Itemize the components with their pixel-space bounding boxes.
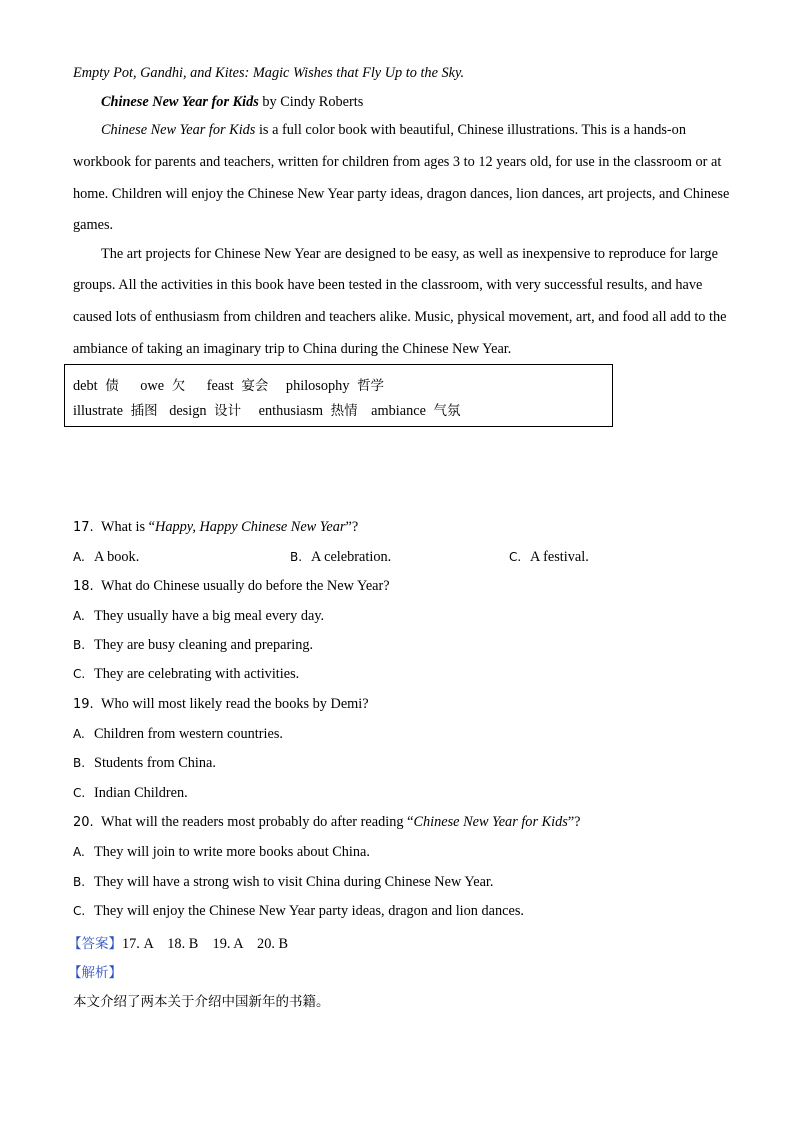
option-19b: B. Students from China. (73, 755, 216, 771)
option-17b: B. A celebration. (290, 549, 392, 565)
analysis-text: 本文介绍了两本关于介绍中国新年的书籍。 (73, 994, 330, 1010)
question-18: 18. What do Chinese usually do before the New Year? (73, 578, 390, 594)
paragraph-line: groups. All the activities in this book have been tested in the classroom, with very successful results, and have (73, 277, 703, 293)
inline-book-title: Chinese New Year for Kids (101, 122, 256, 138)
vocab-cn: 哲学 (357, 378, 385, 394)
book-heading (101, 94, 363, 111)
paragraph-line: The art projects for Chinese New Year are designed to be easy, as well as inexpensive to reproduce for large (101, 246, 718, 262)
vocab-cn: 气氛 (433, 403, 461, 419)
option-19a: A. Children from western countries. (73, 726, 283, 742)
question-19: 19. Who will most likely read the books by Demi? (73, 696, 369, 712)
vocab-en: feast (206, 378, 234, 394)
vocab-en: owe (140, 378, 165, 394)
answer-line (68, 932, 288, 953)
vocab-row (73, 399, 465, 420)
question-17: 17. What is “Happy, Happy Chinese New Year”? (73, 519, 359, 535)
option-17c: C. A festival. (509, 549, 589, 565)
analysis-tag: 【解析】 (68, 965, 122, 981)
vocab-en: illustrate (73, 403, 124, 419)
vocab-en: design (169, 403, 207, 419)
analysis-heading (68, 961, 122, 982)
book-title: Chinese New Year for Kids (101, 94, 259, 110)
vocab-cn: 宴会 (241, 378, 269, 394)
option-18c: C. They are celebrating with activities. (73, 666, 300, 682)
answer-tag: 【答案】 (68, 936, 122, 952)
question-20: 20. What will the readers most probably do after reading “Chinese New Year for Kids”? (73, 814, 581, 830)
paragraph-line: workbook for parents and teachers, written for children from ages 3 to 12 years old, for use in the classroom or at (73, 154, 722, 170)
option-20c: C. They will enjoy the Chinese New Year party ideas, dragon and lion dances. (73, 903, 524, 919)
paragraph-line: caused lots of enthusiasm from children and teachers alike. Music, physical movement, art, and food all add to the (73, 309, 727, 325)
vocab-cn: 债 (105, 378, 119, 394)
vocab-en: debt (73, 378, 98, 394)
paragraph-line: Chinese New Year for Kids is a full color book with beautiful, Chinese illustrations. This is a hands-on (101, 122, 686, 138)
option-18a: A. They usually have a big meal every day. (73, 608, 325, 624)
vocab-en: enthusiasm (258, 403, 324, 419)
book-author: by Cindy Roberts (258, 94, 364, 110)
vocab-cn: 欠 (171, 378, 186, 394)
paragraph-line: ambiance of taking an imaginary trip to China during the Chinese New Year. (73, 341, 512, 357)
book-list-line: Empty Pot, Gandhi, and Kites: Magic Wishes that Fly Up to the Sky. (73, 65, 465, 81)
option-20a: A. They will join to write more books about China. (73, 844, 370, 860)
vocab-cn: 设计 (214, 403, 242, 419)
vocab-row (73, 374, 388, 395)
vocab-en: philosophy (285, 378, 350, 394)
vocab-cn: 插图 (130, 403, 158, 419)
paragraph-line: home. Children will enjoy the Chinese New Year party ideas, dragon dances, lion dances, art projects, and Chinese (73, 186, 730, 202)
option-17a: A. A book. (73, 549, 140, 565)
option-18b: B. They are busy cleaning and preparing. (73, 637, 314, 653)
vocabulary-box (64, 364, 613, 427)
vocab-cn: 热情 (330, 403, 358, 419)
paragraph-line: games. (73, 217, 114, 233)
answer-text: 17. A 18. B 19. A 20. B (122, 936, 289, 952)
option-20b: B. They will have a strong wish to visit China during Chinese New Year. (73, 874, 494, 890)
vocab-en: ambiance (371, 403, 426, 419)
option-19c: C. Indian Children. (73, 785, 188, 801)
